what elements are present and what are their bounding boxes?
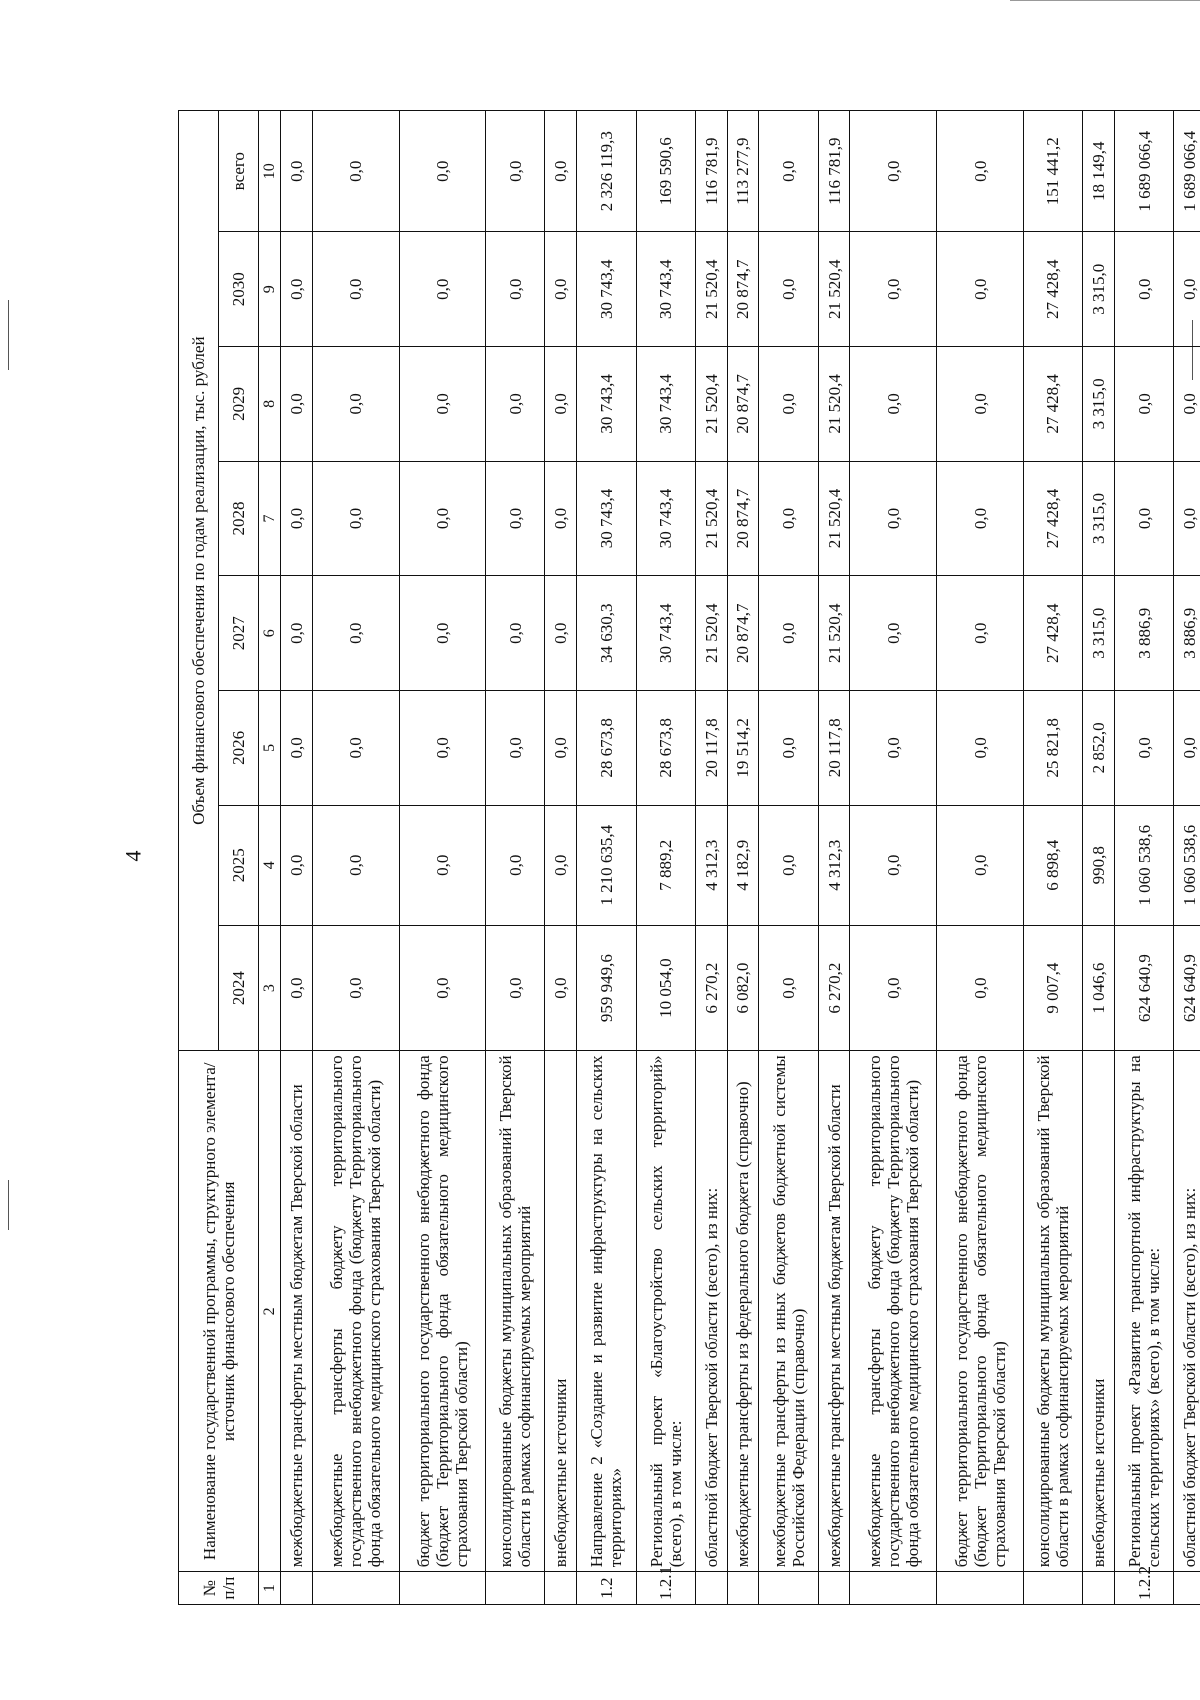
row-value-2030: 0,0: [399, 232, 486, 347]
header-volume: Объем финансового обеспечения по годам реализации, тыс. рублей: [179, 111, 219, 1051]
row-value-2029: 20 874,7: [727, 347, 759, 462]
row-value-всего: 1 689 066,4: [1114, 111, 1173, 232]
row-value-2029: 0,0: [937, 347, 1024, 462]
row-code: [399, 1572, 486, 1605]
row-value-2030: 0,0: [759, 232, 818, 347]
header-index-5: 5: [259, 691, 281, 806]
row-code: [312, 1572, 399, 1605]
row-value-2028: 3 315,0: [1083, 461, 1115, 576]
row-value-2024: 10 054,0: [636, 925, 695, 1051]
row-value-всего: 116 781,9: [695, 111, 727, 232]
row-code: [695, 1572, 727, 1605]
row-code: [1023, 1572, 1082, 1605]
row-value-2025: 4 182,9: [727, 805, 759, 925]
table-row: [1083, 111, 1115, 1605]
row-value-2030: 0,0: [312, 232, 399, 347]
row-code: 1.2.1: [636, 1572, 695, 1605]
row-value-2028: 0,0: [1174, 461, 1200, 576]
row-name: межбюджетные трансферты местным бюджетам Тверской области: [818, 1051, 850, 1572]
table-header-row: [179, 111, 219, 1605]
header-index-1: 1: [259, 1572, 281, 1605]
row-value-2027: 30 743,4: [636, 576, 695, 691]
row-value-2029: 0,0: [281, 347, 313, 462]
row-value-2028: 21 520,4: [695, 461, 727, 576]
row-value-2027: 27 428,4: [1023, 576, 1082, 691]
row-value-2026: 25 821,8: [1023, 691, 1082, 806]
row-value-2024: 0,0: [850, 925, 937, 1051]
row-value-2028: 0,0: [759, 461, 818, 576]
row-name: консолидированные бюджеты муниципальных образований Тверской области в рамках софинансируемых мероприятий: [486, 1051, 545, 1572]
table-row: [577, 111, 636, 1605]
row-value-2029: 0,0: [312, 347, 399, 462]
row-value-всего: 18 149,4: [1083, 111, 1115, 232]
table-row: [1174, 111, 1200, 1605]
row-value-2027: 0,0: [850, 576, 937, 691]
row-value-2029: 0,0: [399, 347, 486, 462]
row-name: внебюджетные источники: [545, 1051, 577, 1572]
table-row: [1023, 111, 1082, 1605]
row-value-2028: 30 743,4: [577, 461, 636, 576]
row-value-2025: 1 060 538,6: [1114, 805, 1173, 925]
financing-table: [178, 110, 1200, 1605]
row-value-2025: 0,0: [486, 805, 545, 925]
row-value-2025: 0,0: [399, 805, 486, 925]
row-value-2024: 959 949,6: [577, 925, 636, 1051]
row-value-2029: 0,0: [850, 347, 937, 462]
row-value-2028: 0,0: [1114, 461, 1173, 576]
row-value-2026: 0,0: [399, 691, 486, 806]
row-value-2024: 9 007,4: [1023, 925, 1082, 1051]
row-value-2027: 20 874,7: [727, 576, 759, 691]
row-value-всего: 0,0: [281, 111, 313, 232]
row-value-2028: 0,0: [545, 461, 577, 576]
row-value-2030: 30 743,4: [636, 232, 695, 347]
row-value-2025: 990,8: [1083, 805, 1115, 925]
row-value-2030: 21 520,4: [695, 232, 727, 347]
row-value-2027: 0,0: [281, 576, 313, 691]
row-value-всего: 0,0: [312, 111, 399, 232]
row-code: [759, 1572, 818, 1605]
row-value-2027: 3 886,9: [1114, 576, 1173, 691]
row-value-2026: 19 514,2: [727, 691, 759, 806]
header-name: Наименование государственной программы, структурного элемента/источник финансового обеспечения: [179, 1051, 259, 1572]
row-value-2025: 6 898,4: [1023, 805, 1082, 925]
row-value-2030: 0,0: [486, 232, 545, 347]
row-value-2025: 7 889,2: [636, 805, 695, 925]
header-index-10: 10: [259, 111, 281, 232]
row-code: [818, 1572, 850, 1605]
row-value-2027: 0,0: [399, 576, 486, 691]
scan-edge-line: [1010, 0, 1200, 1]
row-value-2025: 4 312,3: [695, 805, 727, 925]
row-value-2024: 0,0: [281, 925, 313, 1051]
row-value-2026: 2 852,0: [1083, 691, 1115, 806]
row-value-2027: 0,0: [937, 576, 1024, 691]
row-value-2028: 0,0: [850, 461, 937, 576]
table-row: [281, 111, 313, 1605]
row-value-2024: 0,0: [399, 925, 486, 1051]
row-name: межбюджетные трансферты из федерального бюджета (справочно): [727, 1051, 759, 1572]
row-name: межбюджетные трансферты местным бюджетам Тверской области: [281, 1051, 313, 1572]
row-value-всего: 169 590,6: [636, 111, 695, 232]
row-value-2026: 20 117,8: [695, 691, 727, 806]
row-value-2026: 28 673,8: [636, 691, 695, 806]
row-name: внебюджетные источники: [1083, 1051, 1115, 1572]
row-value-2026: 0,0: [1174, 691, 1200, 806]
header-year-3: 2027: [219, 576, 259, 691]
row-value-всего: 0,0: [545, 111, 577, 232]
row-value-2024: 0,0: [545, 925, 577, 1051]
table-row: [1114, 111, 1173, 1605]
row-value-2027: 0,0: [545, 576, 577, 691]
row-value-2024: 0,0: [486, 925, 545, 1051]
header-year-4: 2028: [219, 461, 259, 576]
header-index-row: [259, 111, 281, 1605]
page-number: 4: [120, 850, 146, 862]
row-value-2029: 27 428,4: [1023, 347, 1082, 462]
row-value-2029: 21 520,4: [818, 347, 850, 462]
row-name: Региональный проект «Благоустройство сельских территорий» (всего), в том числе:: [636, 1051, 695, 1572]
row-name: межбюджетные трансферты бюджету территориального государственного внебюджетного фонда (бюджету Территориального фонда обязательного медицинского страхования Тверской области): [850, 1051, 937, 1572]
row-value-всего: 116 781,9: [818, 111, 850, 232]
row-value-2029: 0,0: [486, 347, 545, 462]
row-value-2030: 0,0: [1114, 232, 1173, 347]
row-value-2030: 30 743,4: [577, 232, 636, 347]
row-value-2026: 0,0: [545, 691, 577, 806]
row-value-всего: 0,0: [759, 111, 818, 232]
header-index-4: 4: [259, 805, 281, 925]
row-name: межбюджетные трансферты бюджету территориального государственного внебюджетного фонда (бюджету Территориального фонда обязательного медицинского страхования Тверской области): [312, 1051, 399, 1572]
row-value-2030: 3 315,0: [1083, 232, 1115, 347]
row-value-всего: 1 689 066,4: [1174, 111, 1200, 232]
row-value-2026: 0,0: [1114, 691, 1173, 806]
row-value-2028: 0,0: [312, 461, 399, 576]
header-index-2: 2: [259, 1051, 281, 1572]
row-value-2028: 0,0: [281, 461, 313, 576]
row-value-всего: 0,0: [850, 111, 937, 232]
row-value-2030: 0,0: [1174, 232, 1200, 347]
table-row: [818, 111, 850, 1605]
header-index-7: 7: [259, 461, 281, 576]
row-value-2030: 0,0: [850, 232, 937, 347]
row-value-2024: 624 640,9: [1114, 925, 1173, 1051]
row-value-2027: 0,0: [486, 576, 545, 691]
row-value-всего: 2 326 119,3: [577, 111, 636, 232]
row-code: [1083, 1572, 1115, 1605]
row-value-всего: 0,0: [486, 111, 545, 232]
row-value-2030: 0,0: [937, 232, 1024, 347]
table-body: [281, 111, 1200, 1605]
row-name: бюджет территориального государственного внебюджетного фонда (бюджет Территориального фонда обязательного медицинского страхования Тверской области): [399, 1051, 486, 1572]
row-value-2028: 0,0: [937, 461, 1024, 576]
row-value-2025: 0,0: [759, 805, 818, 925]
row-value-2026: 0,0: [850, 691, 937, 806]
row-value-2027: 21 520,4: [818, 576, 850, 691]
table-row: [850, 111, 937, 1605]
table-row: [312, 111, 399, 1605]
scan-edge-mark: [8, 1180, 9, 1230]
row-code: [937, 1572, 1024, 1605]
row-value-2027: 34 630,3: [577, 576, 636, 691]
row-value-2027: 0,0: [759, 576, 818, 691]
table-row: [727, 111, 759, 1605]
row-name: Региональный проект «Развитие транспортной инфраструктуры на сельских территориях» (всего), в том числе:: [1114, 1051, 1173, 1572]
table-row: [399, 111, 486, 1605]
row-value-2030: 0,0: [281, 232, 313, 347]
table-row: [937, 111, 1024, 1605]
row-value-2025: 0,0: [937, 805, 1024, 925]
header-year-0: 2024: [219, 925, 259, 1051]
table-row: [759, 111, 818, 1605]
row-value-2030: 20 874,7: [727, 232, 759, 347]
row-value-2024: 1 046,6: [1083, 925, 1115, 1051]
row-name: областной бюджет Тверской области (всего), из них:: [1174, 1051, 1200, 1572]
row-value-всего: 0,0: [937, 111, 1024, 232]
row-code: [727, 1572, 759, 1605]
scan-edge-mark: [8, 300, 9, 370]
row-value-2027: 3 315,0: [1083, 576, 1115, 691]
row-code: [545, 1572, 577, 1605]
row-value-2029: 3 315,0: [1083, 347, 1115, 462]
row-value-2028: 0,0: [486, 461, 545, 576]
row-value-2025: 0,0: [850, 805, 937, 925]
row-value-2026: 0,0: [486, 691, 545, 806]
row-value-2024: 6 082,0: [727, 925, 759, 1051]
table-row: [695, 111, 727, 1605]
row-value-2029: 30 743,4: [577, 347, 636, 462]
row-value-2024: 0,0: [937, 925, 1024, 1051]
header-index-6: 6: [259, 576, 281, 691]
header-year-6: 2030: [219, 232, 259, 347]
row-name: межбюджетные трансферты из иных бюджетов бюджетной системы Российской Федерации (справочно): [759, 1051, 818, 1572]
header-index-9: 9: [259, 232, 281, 347]
row-value-всего: 151 441,2: [1023, 111, 1082, 232]
row-value-2024: 0,0: [759, 925, 818, 1051]
row-value-2029: 30 743,4: [636, 347, 695, 462]
row-code: 1.2: [577, 1572, 636, 1605]
row-value-2029: 0,0: [545, 347, 577, 462]
row-value-2029: 0,0: [1174, 347, 1200, 462]
row-value-2024: 6 270,2: [818, 925, 850, 1051]
row-value-2024: 0,0: [312, 925, 399, 1051]
row-value-2030: 27 428,4: [1023, 232, 1082, 347]
table-row: [486, 111, 545, 1605]
row-name: Направление 2 «Создание и развитие инфраструктуры на сельских территориях»: [577, 1051, 636, 1572]
row-value-2029: 21 520,4: [695, 347, 727, 462]
table-row: [636, 111, 695, 1605]
header-year-2: 2026: [219, 691, 259, 806]
row-code: [281, 1572, 313, 1605]
row-name: консолидированные бюджеты муниципальных образований Тверской области в рамках софинансируемых мероприятий: [1023, 1051, 1082, 1572]
row-value-2028: 30 743,4: [636, 461, 695, 576]
row-value-2024: 6 270,2: [695, 925, 727, 1051]
row-value-2028: 20 874,7: [727, 461, 759, 576]
row-value-2027: 0,0: [312, 576, 399, 691]
row-code: [850, 1572, 937, 1605]
row-value-2026: 0,0: [937, 691, 1024, 806]
row-value-всего: 0,0: [399, 111, 486, 232]
row-value-2025: 1 210 635,4: [577, 805, 636, 925]
row-value-2029: 0,0: [1114, 347, 1173, 462]
row-value-2026: 0,0: [312, 691, 399, 806]
row-code: [486, 1572, 545, 1605]
row-value-2027: 21 520,4: [695, 576, 727, 691]
row-value-2025: 0,0: [281, 805, 313, 925]
header-index-3: 3: [259, 925, 281, 1051]
row-value-2028: 0,0: [399, 461, 486, 576]
header-year-1: 2025: [219, 805, 259, 925]
header-index-8: 8: [259, 347, 281, 462]
rotated-page-content: [178, 110, 1200, 1605]
row-code: [1174, 1572, 1200, 1605]
row-value-всего: 113 277,9: [727, 111, 759, 232]
row-value-2025: 0,0: [312, 805, 399, 925]
row-name: бюджет территориального государственного внебюджетного фонда (бюджет Территориального фонда обязательного медицинского страхования Тверской области): [937, 1051, 1024, 1572]
row-value-2026: 0,0: [281, 691, 313, 806]
row-value-2026: 0,0: [759, 691, 818, 806]
row-name: областной бюджет Тверской области (всего), из них:: [695, 1051, 727, 1572]
row-value-2025: 0,0: [545, 805, 577, 925]
row-value-2026: 28 673,8: [577, 691, 636, 806]
header-number: № п/п: [179, 1572, 259, 1605]
row-value-2030: 0,0: [545, 232, 577, 347]
row-value-2025: 1 060 538,6: [1174, 805, 1200, 925]
row-code: 1.2.2: [1114, 1572, 1173, 1605]
row-value-2028: 21 520,4: [818, 461, 850, 576]
row-value-2029: 0,0: [759, 347, 818, 462]
row-value-2025: 4 312,3: [818, 805, 850, 925]
header-year-5: 2029: [219, 347, 259, 462]
row-value-2028: 27 428,4: [1023, 461, 1082, 576]
row-value-2026: 20 117,8: [818, 691, 850, 806]
row-value-2027: 3 886,9: [1174, 576, 1200, 691]
header-year-7: всего: [219, 111, 259, 232]
table-row: [545, 111, 577, 1605]
row-value-2024: 624 640,9: [1174, 925, 1200, 1051]
row-value-2030: 21 520,4: [818, 232, 850, 347]
